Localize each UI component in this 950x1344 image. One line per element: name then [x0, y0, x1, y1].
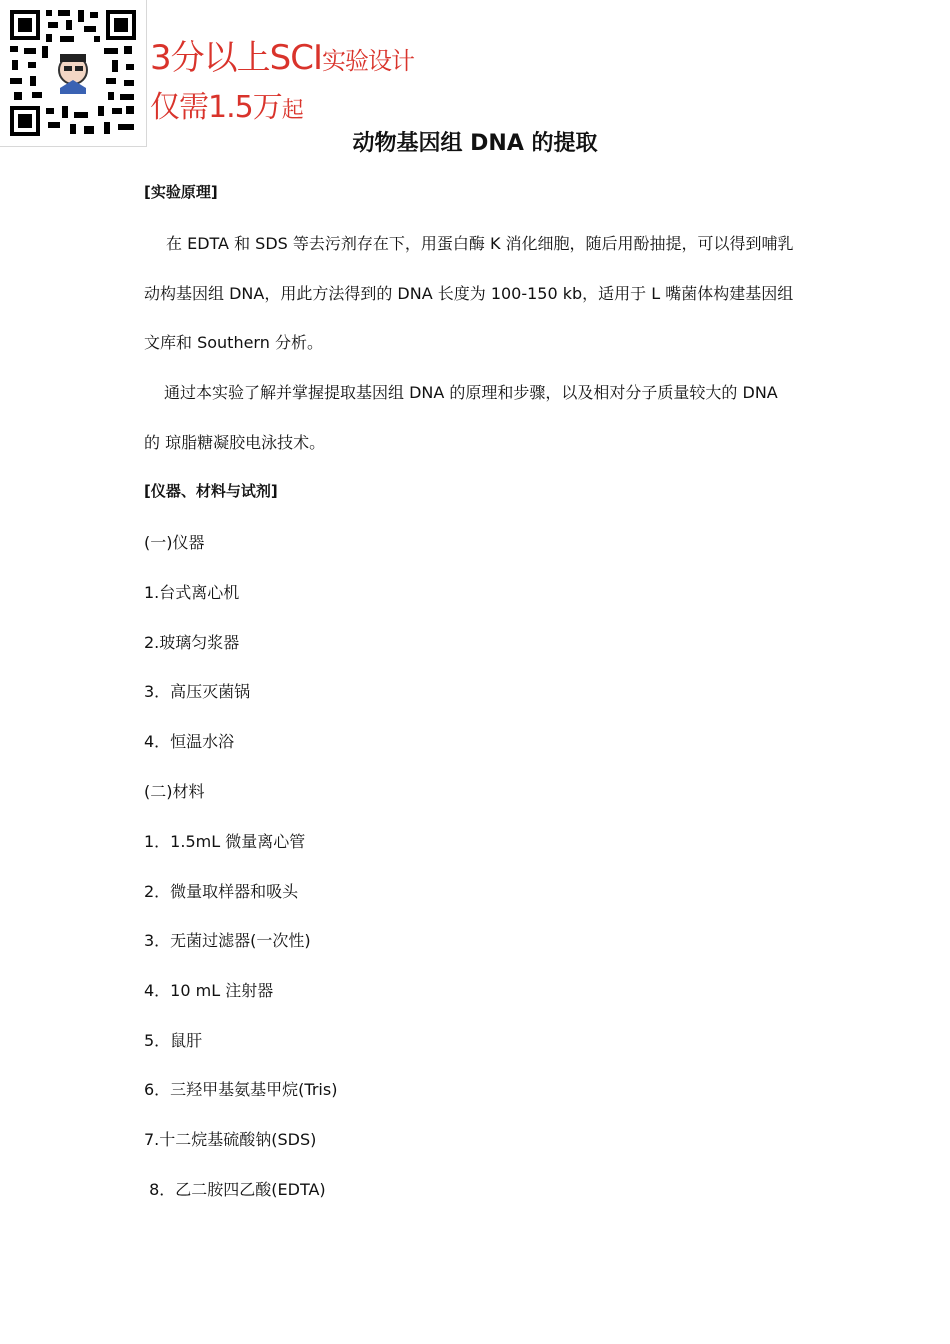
ad-line-1-small: 实验设计 [321, 47, 414, 75]
qr-code[interactable] [0, 0, 147, 147]
paragraph-1-line-2: 动构基因组 DNA，用此方法得到的 DNA 长度为 100-150 kb，适用于 L 嘴菌体构建基因组 [144, 284, 794, 303]
ad-line-2 [150, 82, 303, 126]
paragraph-2-line-1: 通过本实验了解并掌握提取基因组 DNA 的原理和步骤，以及相对分子质量较大的 DNA [164, 383, 778, 402]
subheading-materials: (二)材料 [144, 782, 205, 801]
list-item: 4．恒温水浴 [144, 732, 235, 751]
ad-line-1 [150, 30, 414, 79]
document-title: 动物基因组 DNA 的提取 [352, 131, 598, 156]
list-item: 3．无菌过滤器(一次性) [144, 931, 311, 950]
list-item: 6．三羟甲基氨基甲烷(Tris) [144, 1080, 338, 1099]
paragraph-1-line-3: 文库和 Southern 分析。 [144, 333, 323, 352]
ad-line-1-big: 3分以上SCI [150, 38, 322, 78]
list-item: 7.十二烷基硫酸钠(SDS) [144, 1130, 317, 1149]
list-item: 3．高压灭菌锅 [144, 682, 251, 701]
ad-line-2-big: 仅需1.5万 [150, 90, 282, 125]
paragraph-2-line-2: 的 琼脂糖凝胶电泳技术。 [144, 433, 326, 452]
section-heading-materials: [仪器、材料与试剂] [144, 482, 278, 500]
list-item: 8．乙二胺四乙酸(EDTA) [144, 1180, 326, 1199]
list-item: 2.玻璃匀浆器 [144, 633, 240, 652]
section-heading-principle: [实验原理] [144, 183, 218, 201]
list-item: 1.台式离心机 [144, 583, 240, 602]
paragraph-1-line-1: 在 EDTA 和 SDS 等去污剂存在下，用蛋白酶 K 消化细胞，随后用酚抽提，可以得到哺乳 [166, 234, 794, 253]
qr-code-icon [8, 8, 138, 138]
list-item: 1．1.5mL 微量离心管 [144, 832, 306, 851]
ad-line-2-small: 起 [281, 98, 303, 123]
subheading-instruments: (一)仪器 [144, 533, 205, 552]
list-item: 4．10 mL 注射器 [144, 981, 274, 1000]
list-item: 5．鼠肝 [144, 1031, 203, 1050]
list-item: 2．微量取样器和吸头 [144, 882, 299, 901]
